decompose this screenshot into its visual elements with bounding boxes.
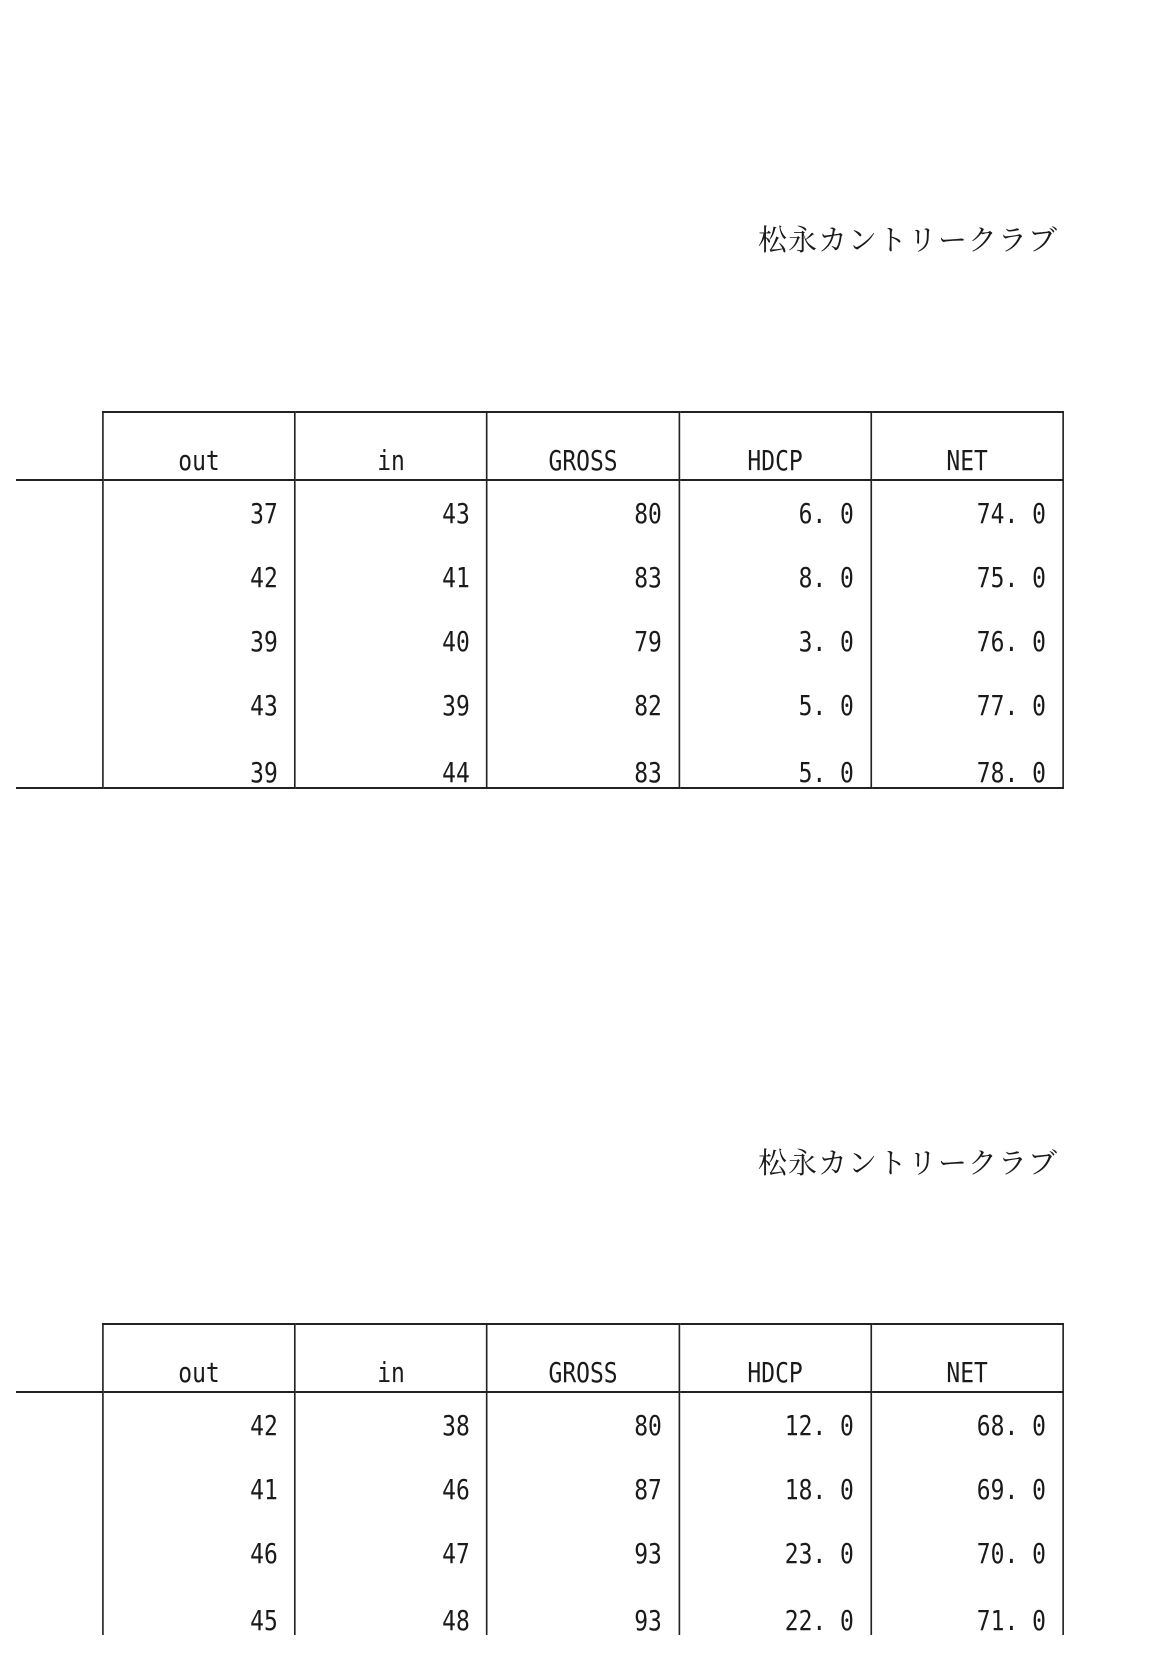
- gross-cell: 83: [487, 545, 679, 609]
- out-cell: 43: [103, 673, 295, 737]
- gross-cell: 87: [487, 1457, 679, 1521]
- in-cell: 41: [295, 545, 487, 609]
- column-header-hdcp: HDCP: [679, 412, 871, 480]
- column-header-gross: GROSS: [487, 412, 679, 480]
- in-cell: 43: [295, 480, 487, 545]
- column-header-in: in: [295, 412, 487, 480]
- hdcp-cell: 18. 0: [679, 1457, 871, 1521]
- out-cell: 46: [103, 1521, 295, 1585]
- column-header-in: in: [295, 1324, 487, 1392]
- player-cell: [16, 1585, 103, 1635]
- net-cell: 77. 0: [871, 673, 1063, 737]
- gross-cell: 80: [487, 1392, 679, 1457]
- net-cell: 70. 0: [871, 1521, 1063, 1585]
- in-cell: 48: [295, 1585, 487, 1635]
- table-row: [16, 1521, 1063, 1585]
- player-cell: [16, 1521, 103, 1585]
- gross-cell: 82: [487, 673, 679, 737]
- in-cell: 39: [295, 673, 487, 737]
- in-cell: 38: [295, 1392, 487, 1457]
- table-row: [16, 1457, 1063, 1521]
- score-table: [16, 1323, 1064, 1635]
- player-cell: [16, 673, 103, 737]
- net-cell: 75. 0: [871, 545, 1063, 609]
- player-cell: [16, 480, 103, 545]
- gross-cell: 83: [487, 737, 679, 788]
- out-cell: 39: [103, 737, 295, 788]
- out-cell: 42: [103, 1392, 295, 1457]
- hdcp-cell: 3. 0: [679, 609, 871, 673]
- player-cell: [16, 1457, 103, 1521]
- gross-cell: 80: [487, 480, 679, 545]
- column-header-out: out: [103, 1324, 295, 1392]
- net-cell: 71. 0: [871, 1585, 1063, 1635]
- table-row: [16, 673, 1063, 737]
- player-cell: [16, 737, 103, 788]
- out-cell: 45: [103, 1585, 295, 1635]
- gross-cell: 93: [487, 1585, 679, 1635]
- gross-cell: 93: [487, 1521, 679, 1585]
- in-cell: 40: [295, 609, 487, 673]
- net-cell: 68. 0: [871, 1392, 1063, 1457]
- hdcp-cell: 8. 0: [679, 545, 871, 609]
- hdcp-cell: 5. 0: [679, 737, 871, 788]
- table-row: [16, 545, 1063, 609]
- table-row: [16, 1392, 1063, 1457]
- player-cell: [16, 1392, 103, 1457]
- table-header-row: [16, 1324, 1063, 1392]
- out-cell: 41: [103, 1457, 295, 1521]
- score-table: [16, 411, 1064, 789]
- column-header-net: NET: [871, 412, 1063, 480]
- out-cell: 37: [103, 480, 295, 545]
- net-cell: 74. 0: [871, 480, 1063, 545]
- column-header-gross: GROSS: [487, 1324, 679, 1392]
- table-row: [16, 480, 1063, 545]
- player-column-header: [16, 1324, 103, 1392]
- net-cell: 69. 0: [871, 1457, 1063, 1521]
- in-cell: 44: [295, 737, 487, 788]
- player-cell: [16, 545, 103, 609]
- hdcp-cell: 6. 0: [679, 480, 871, 545]
- table-row: [16, 1585, 1063, 1635]
- hdcp-cell: 12. 0: [679, 1392, 871, 1457]
- gross-cell: 79: [487, 609, 679, 673]
- out-cell: 39: [103, 609, 295, 673]
- hdcp-cell: 5. 0: [679, 673, 871, 737]
- column-header-out: out: [103, 412, 295, 480]
- net-cell: 76. 0: [871, 609, 1063, 673]
- player-column-header: [16, 412, 103, 480]
- table-header-row: [16, 412, 1063, 480]
- net-cell: 78. 0: [871, 737, 1063, 788]
- table-row: [16, 609, 1063, 673]
- in-cell: 47: [295, 1521, 487, 1585]
- in-cell: 46: [295, 1457, 487, 1521]
- club-name: 松永カントリークラブ: [757, 1146, 1058, 1180]
- column-header-hdcp: HDCP: [679, 1324, 871, 1392]
- table-row: [16, 737, 1063, 788]
- club-name: 松永カントリークラブ: [757, 223, 1058, 257]
- hdcp-cell: 23. 0: [679, 1521, 871, 1585]
- out-cell: 42: [103, 545, 295, 609]
- hdcp-cell: 22. 0: [679, 1585, 871, 1635]
- column-header-net: NET: [871, 1324, 1063, 1392]
- player-cell: [16, 609, 103, 673]
